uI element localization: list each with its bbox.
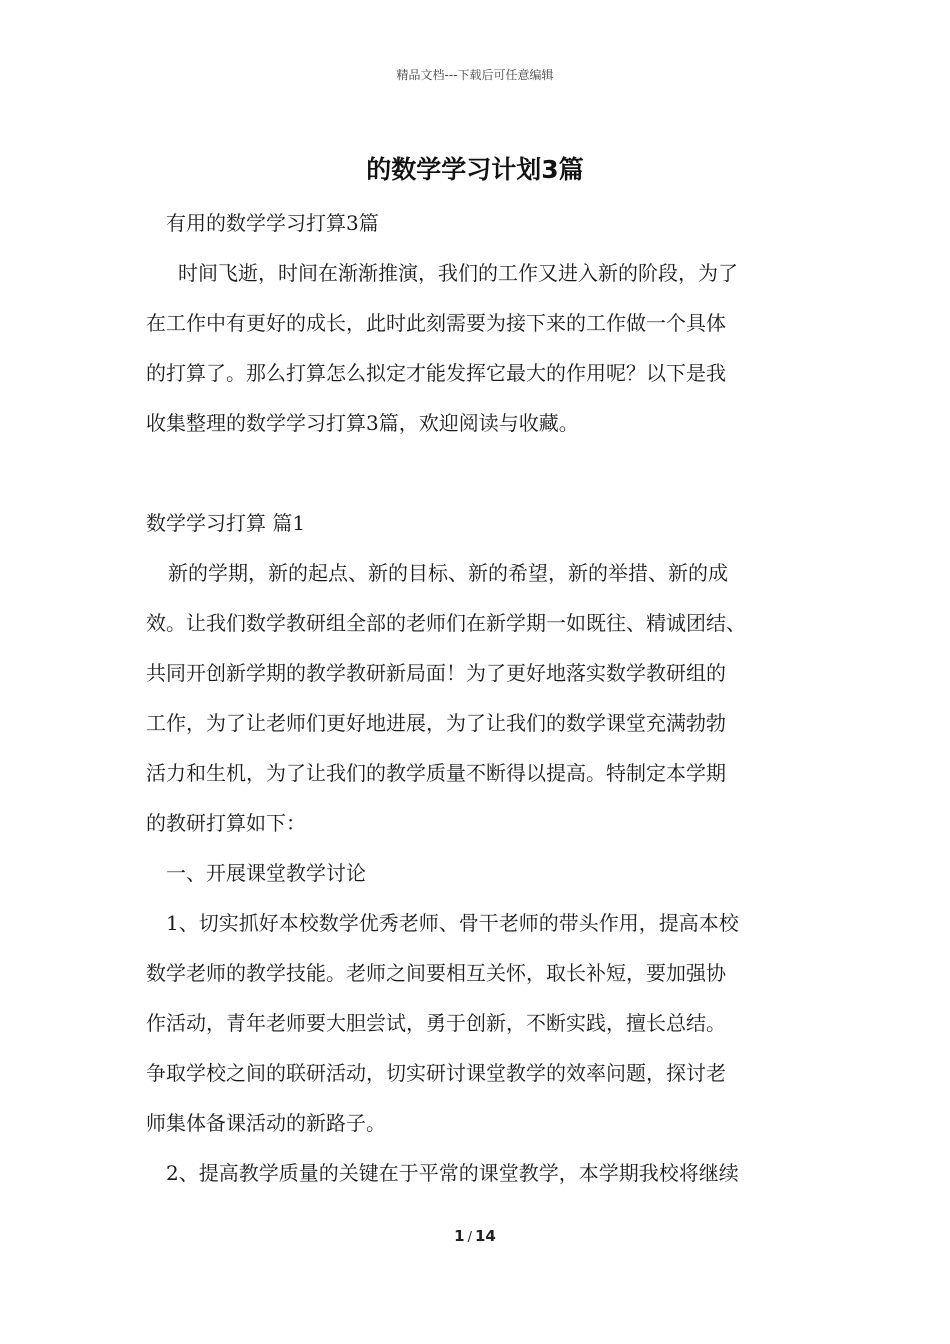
body-line: 新的学期，新的起点、新的目标、新的希望，新的举措、新的成 [168, 561, 728, 585]
intro-line: 在工作中有更好的成长，此时此刻需要为接下来的工作做一个具体 [146, 311, 726, 335]
intro-line: 的打算了。那么打算怎么拟定才能发挥它最大的作用呢？以下是我 [146, 361, 726, 385]
point1-line: 作活动，青年老师要大胆尝试，勇于创新，不断实践，擅长总结。 [146, 1011, 726, 1035]
body-line: 效。让我们数学教研组全部的老师们在新学期一如既往、精诚团结、 [146, 611, 746, 635]
intro-line: 收集整理的数学学习打算3篇，欢迎阅读与收藏。 [146, 411, 579, 435]
document-subtitle: 有用的数学学习打算3篇 [166, 211, 379, 235]
body-line: 共同开创新学期的教学教研新局面！为了更好地落实数学教研组的 [146, 661, 726, 685]
point1-line: 数学老师的教学技能。老师之间要相互关怀，取长补短，要加强协 [146, 961, 726, 985]
body-line: 活力和生机，为了让我们的教学质量不断得以提高。特制定本学期 [146, 761, 726, 785]
page-header: 精品文档---下载后可任意编辑 [396, 68, 554, 82]
point1-line: 争取学校之间的联研活动，切实研讨课堂教学的效率问题，探讨老 [146, 1061, 726, 1085]
page-number [0, 1227, 950, 1245]
body-line: 工作，为了让老师们更好地进展，为了让我们的数学课堂充满勃勃 [146, 711, 726, 735]
intro-line: 时间飞逝，时间在渐渐推演，我们的工作又进入新的阶段，为了 [178, 261, 738, 285]
point1-line: 师集体备课活动的新路子。 [146, 1111, 386, 1135]
page-total: 14 [474, 1227, 496, 1245]
item-heading: 一、开展课堂教学讨论 [166, 861, 366, 885]
document-body [146, 204, 806, 1204]
point2-line: 2、提高教学质量的关键在于平常的课堂教学，本学期我校将继续 [166, 1161, 739, 1185]
point1-line: 1、切实抓好本校数学优秀老师、骨干老师的带头作用，提高本校 [166, 911, 739, 935]
page-separator: / [467, 1230, 472, 1245]
body-line: 的教研打算如下： [146, 811, 306, 835]
section-heading: 数学学习打算 篇1 [146, 511, 306, 535]
page-current: 1 [454, 1227, 465, 1245]
document-title: 的数学学习计划3篇 [366, 155, 584, 184]
paragraph-gap [146, 454, 806, 504]
